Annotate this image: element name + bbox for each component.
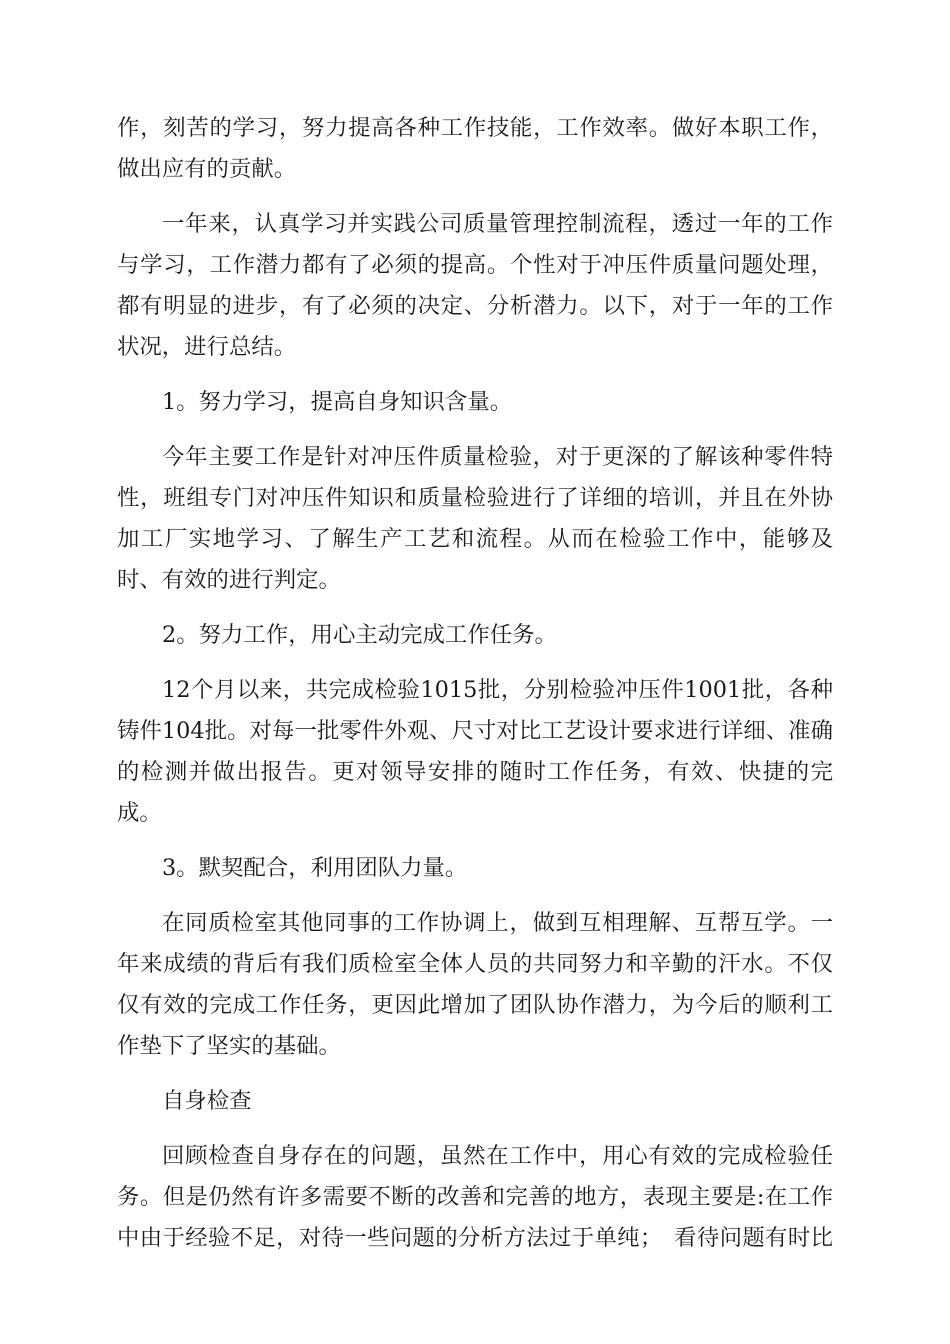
document-body	[117, 108, 833, 1273]
section-heading-1: 1。努力学习，提高自身知识含量。	[162, 389, 513, 415]
paragraph-teamwork: 在同质检室其他同事的工作协调上，做到互相理解、互帮互学。一年来成绩的背后有我们质检室全体人员的共同努力和辛勤的汗水。不仅仅有效的完成工作任务，更因此增加了团队协作潜力，为今后的顺利工作垫下了坚实的基础。	[117, 910, 833, 1059]
section-heading-2: 2。努力工作，用心主动完成工作任务。	[162, 622, 557, 648]
paragraph-work: 12个月以来，共完成检验1015批，分别检验冲压件1001批，各种铸件104批。对每一批零件外观、尺寸对比工艺设计要求进行详细、准确的检测并做出报告。更对领导安排的随时工作任务，有效、快捷的完成。	[117, 677, 833, 826]
paragraph-self-check: 回顾检查自身存在的问题，虽然在工作中，用心有效的完成检验任务。但是仍然有许多需要不断的改善和完善的地方，表现主要是:在工作中由于经验不足，对待一些问题的分析方法过于单纯； 看待问题有时比	[117, 1143, 833, 1251]
section-heading-self-check: 自身检查	[162, 1088, 252, 1114]
paragraph-study: 今年主要工作是针对冲压件质量检验，对于更深的了解该种零件特性，班组专门对冲压件知识和质量检验进行了详细的培训，并且在外协加工厂实地学习、了解生产工艺和流程。从而在检验工作中，能够及时、有效的进行判定。	[117, 444, 833, 593]
paragraph-continuation: 作，刻苦的学习，努力提高各种工作技能，工作效率。做好本职工作，做出应有的贡献。	[117, 115, 833, 182]
section-heading-3: 3。默契配合，利用团队力量。	[162, 855, 468, 881]
paragraph-intro: 一年来，认真学习并实践公司质量管理控制流程，透过一年的工作与学习，工作潜力都有了必须的提高。个性对于冲压件质量问题处理，都有明显的进步，有了必须的决定、分析潜力。以下，对于一年的工作状况，进行总结。	[117, 211, 833, 360]
